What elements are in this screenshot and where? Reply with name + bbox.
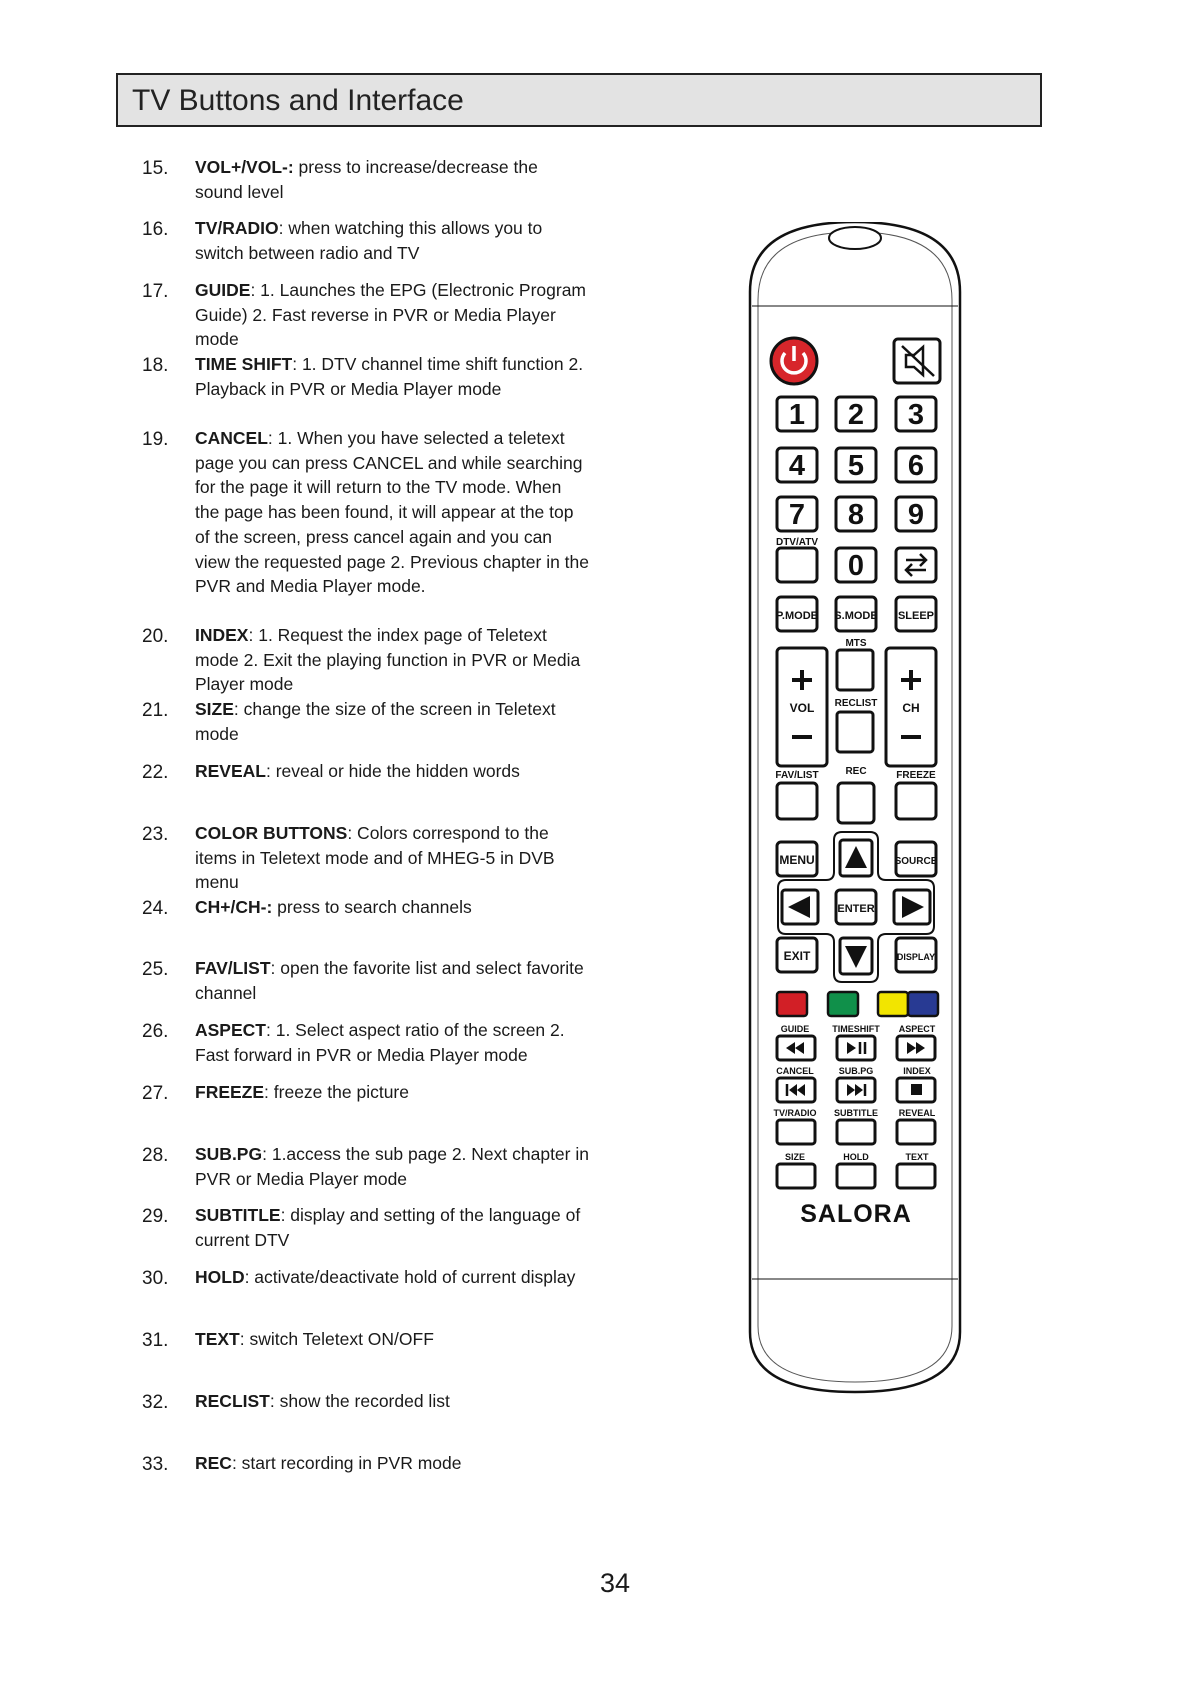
aspect-label: ASPECT xyxy=(898,1024,936,1034)
sleep-label: SLEEP xyxy=(897,610,935,622)
mts-label: MTS xyxy=(845,638,867,649)
digit-label: 6 xyxy=(907,450,925,482)
nav-right-button[interactable] xyxy=(894,890,930,924)
menu-label: MENU xyxy=(779,853,815,867)
rec-button[interactable] xyxy=(838,783,874,823)
stop-icon xyxy=(911,1084,922,1095)
remote-control-illustration xyxy=(730,222,980,1402)
digit-button-9[interactable] xyxy=(896,497,936,531)
rec-button-face xyxy=(838,783,874,823)
section-header xyxy=(116,73,1042,127)
blue-button[interactable] xyxy=(908,992,938,1016)
ir-window xyxy=(829,227,881,249)
aspect-button[interactable] xyxy=(897,1036,935,1060)
exit-button[interactable] xyxy=(777,938,817,972)
mts-button-face xyxy=(837,650,873,690)
digit-label: 0 xyxy=(847,550,865,582)
display-button[interactable] xyxy=(896,938,936,972)
display-label: DISPLAY xyxy=(896,952,936,962)
digit-button-7[interactable] xyxy=(777,497,817,531)
digit-button-3[interactable] xyxy=(896,397,936,431)
enter-button[interactable] xyxy=(836,890,876,924)
yellow-button[interactable] xyxy=(878,992,908,1016)
text-button[interactable] xyxy=(897,1164,935,1188)
digit-label: 4 xyxy=(788,450,806,482)
section-title: TV Buttons and Interface xyxy=(132,84,464,117)
dtv-atv-button[interactable] xyxy=(777,548,817,582)
fav-list-button[interactable] xyxy=(777,783,817,819)
dtv-atv-label: DTV/ATV xyxy=(775,537,819,548)
cancel-label: CANCEL xyxy=(776,1066,814,1076)
subtitle-label: SUBTITLE xyxy=(834,1108,878,1118)
digit-label: 2 xyxy=(847,399,865,431)
tvradio-label: TV/RADIO xyxy=(773,1108,817,1118)
digit-button-4[interactable] xyxy=(777,448,817,482)
dtv-atv-button-face xyxy=(777,548,817,582)
digit-label: 9 xyxy=(907,499,925,531)
source-button[interactable] xyxy=(895,842,938,876)
digit-button-6[interactable] xyxy=(896,448,936,482)
channel-rocker[interactable] xyxy=(886,648,936,766)
nav-down-button[interactable] xyxy=(840,938,872,974)
guide-button[interactable] xyxy=(777,1036,815,1060)
digit-label: 5 xyxy=(847,450,865,482)
index-label: INDEX xyxy=(903,1066,931,1076)
enter-label: ENTER xyxy=(837,903,875,915)
size-button[interactable] xyxy=(777,1164,815,1188)
power-button[interactable] xyxy=(771,338,817,384)
digit-button-1[interactable] xyxy=(777,397,817,431)
recall-button[interactable] xyxy=(896,548,936,582)
subpg-button[interactable] xyxy=(837,1078,875,1102)
fav-list-label: FAV/LIST xyxy=(775,770,819,781)
hold-button-face xyxy=(837,1164,875,1188)
reclist-button-face xyxy=(837,712,873,752)
red-button[interactable] xyxy=(777,992,807,1016)
brand-logo: SALORA xyxy=(800,1200,912,1228)
tvradio-button-face xyxy=(777,1120,815,1144)
guide-label: GUIDE xyxy=(780,1024,810,1034)
sleep-button[interactable] xyxy=(896,597,936,631)
timeshift-label: TIMESHIFT xyxy=(832,1024,880,1034)
text-button-face xyxy=(897,1164,935,1188)
recall-button-face xyxy=(896,548,936,582)
hold-label: HOLD xyxy=(843,1152,869,1162)
size-label: SIZE xyxy=(784,1152,806,1162)
mts-button[interactable] xyxy=(837,650,873,690)
sound-mode-label: S.MODE xyxy=(834,610,878,622)
mute-button[interactable] xyxy=(894,339,940,383)
digit-label: 7 xyxy=(788,499,806,531)
channel-label: CH xyxy=(902,701,920,715)
digit-button-0[interactable] xyxy=(836,548,876,582)
fav-list-button-face xyxy=(777,783,817,819)
reclist-button[interactable] xyxy=(837,712,873,752)
reclist-label: RECLIST xyxy=(834,698,878,709)
picture-mode-label: P.MODE xyxy=(776,610,818,622)
digit-button-2[interactable] xyxy=(836,397,876,431)
reveal-button[interactable] xyxy=(897,1120,935,1144)
freeze-label: FREEZE xyxy=(896,770,936,781)
page-number: 34 xyxy=(599,1568,631,1598)
reveal-label: REVEAL xyxy=(898,1108,936,1118)
digit-button-5[interactable] xyxy=(836,448,876,482)
reveal-button-face xyxy=(897,1120,935,1144)
cancel-button[interactable] xyxy=(777,1078,815,1102)
source-label: SOURCE xyxy=(894,856,938,867)
volume-label: VOL xyxy=(789,701,815,715)
size-button-face xyxy=(777,1164,815,1188)
menu-button[interactable] xyxy=(777,842,817,876)
text-label: TEXT xyxy=(905,1152,929,1162)
subtitle-button[interactable] xyxy=(837,1120,875,1144)
subpg-label: SUB.PG xyxy=(838,1066,874,1076)
digit-label: 8 xyxy=(847,499,865,531)
nav-up-button[interactable] xyxy=(840,840,872,876)
sound-mode-button[interactable] xyxy=(834,597,877,631)
exit-label: EXIT xyxy=(783,949,811,963)
subtitle-button-face xyxy=(837,1120,875,1144)
green-button[interactable] xyxy=(828,992,858,1016)
nav-left-button[interactable] xyxy=(782,890,818,924)
index-button[interactable] xyxy=(897,1078,935,1102)
freeze-button[interactable] xyxy=(896,783,936,819)
digit-label: 3 xyxy=(907,399,925,431)
digit-button-8[interactable] xyxy=(836,497,876,531)
digit-label: 1 xyxy=(788,399,806,431)
freeze-button-face xyxy=(896,783,936,819)
picture-mode-button[interactable] xyxy=(776,597,818,631)
tvradio-button[interactable] xyxy=(777,1120,815,1144)
volume-rocker[interactable] xyxy=(777,648,827,766)
rec-label: REC xyxy=(845,766,867,777)
hold-button[interactable] xyxy=(837,1164,875,1188)
timeshift-button[interactable] xyxy=(837,1036,875,1060)
